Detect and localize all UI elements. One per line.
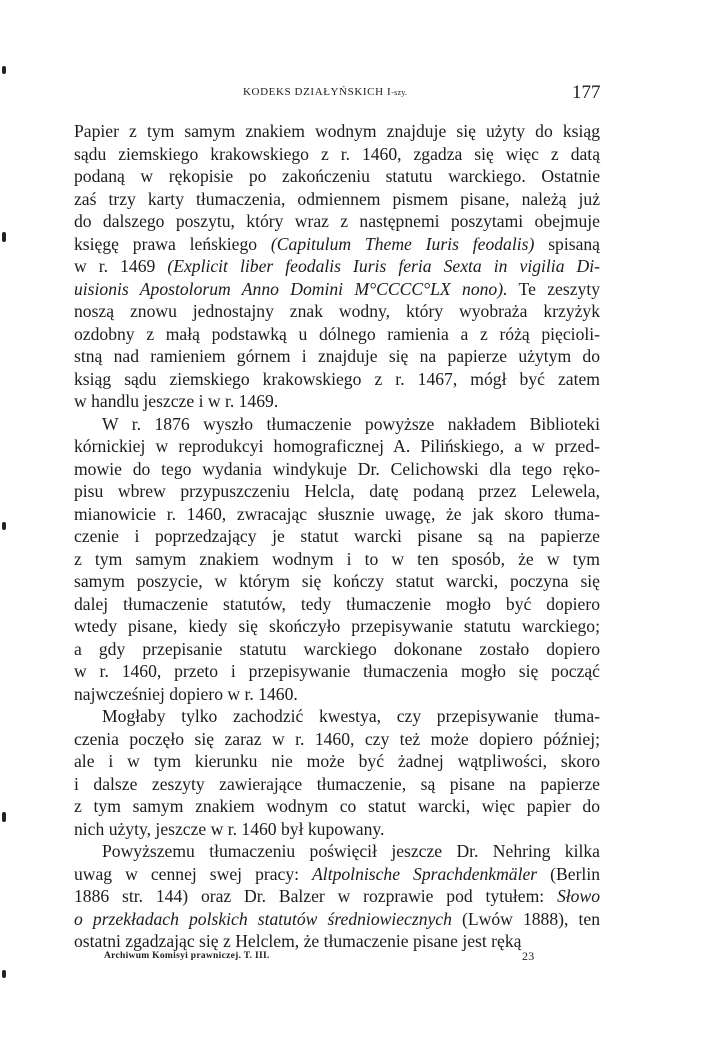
- text-segment: 1886 str. 144) oraz Dr. Balzer w rozprawie pod tytułem:: [74, 886, 557, 906]
- text-line: [74, 278, 600, 301]
- text-line: [74, 210, 600, 233]
- scan-mark: [2, 522, 6, 530]
- paragraph: [74, 705, 600, 840]
- text-segment: nich użyty, jeszcze w r. 1460 był kupowany.: [74, 818, 385, 839]
- text-segment: z tym samym znakiem wodnym co statut warcki, więc papier do: [74, 796, 600, 816]
- italic-text: Altpolnische Sprachdenkmäler: [312, 863, 538, 884]
- text-line: [74, 548, 600, 571]
- text-segment: księgę prawa leńskiego: [74, 233, 271, 254]
- text-line: [74, 660, 600, 683]
- text-line: [74, 750, 600, 773]
- text-segment: kórnickiej w reprodukcyi homograficznej A. Pilińskiego, a w przed-: [74, 436, 600, 456]
- text-segment: stną nad ramieniem górnem i znajduje się na papierze użytym do: [74, 346, 600, 366]
- text-segment: najwcześniej dopiero w r. 1460.: [74, 683, 298, 704]
- text-line: [74, 413, 600, 436]
- body-text: [74, 120, 600, 953]
- text-segment: czenie i poprzedzający je statut warcki pisane są na papierze: [74, 526, 600, 546]
- text-line: [74, 615, 600, 638]
- text-line: [74, 345, 600, 368]
- text-segment: w r. 1469: [74, 256, 168, 276]
- text-line: [74, 323, 600, 346]
- text-segment: mowie do tego wydania windykuje Dr. Celichowski dla tego ręko-: [74, 458, 600, 479]
- text-segment: mianowicie r. 1460, zwracając słusznie uwagę, że jak skoro tłuma-: [74, 503, 600, 524]
- text-segment: Papier z tym samym znakiem wodnym znajduje się użyty do ksiąg: [74, 121, 600, 141]
- italic-text: Słowo: [556, 886, 600, 906]
- text-line: [74, 683, 600, 706]
- text-segment: noszą znowu jednostajny znak wodny, który wyobraża krzyżyk: [74, 301, 600, 321]
- text-line: [74, 165, 600, 188]
- text-segment: sądu ziemskiego krakowskiego z r. 1460, zgadza się więc z datą: [74, 143, 600, 164]
- text-line: [74, 143, 600, 166]
- text-line: [74, 480, 600, 503]
- text-segment: W r. 1876 wyszło tłumaczenie powyższe nakładem Biblioteki: [102, 413, 600, 434]
- text-line: [74, 705, 600, 728]
- scan-mark: [2, 66, 6, 74]
- page-footer: [104, 951, 544, 967]
- text-segment: Powyższemu tłumaczeniu poświęcił jeszcze Dr. Nehring kilka: [102, 841, 600, 861]
- text-segment: a gdy przepisanie statutu warckiego dokonane zostało dopiero: [74, 638, 600, 659]
- text-line: [74, 840, 600, 863]
- text-segment: Te zeszyty: [507, 278, 601, 299]
- text-line: [74, 638, 600, 661]
- text-segment: pisu wbrew przypuszczeniu Helcla, datę podaną przez Lelewela,: [74, 481, 600, 501]
- text-line: [74, 233, 600, 256]
- footer-signature: Archiwum Komisyi prawniczej. T. III.: [104, 951, 270, 961]
- italic-text: uisionis Apostolorum Anno Domini M°CCCC°LX nono).: [74, 278, 508, 299]
- running-head: [243, 86, 407, 98]
- text-line: [74, 120, 600, 143]
- sheet-number: 23: [522, 949, 535, 963]
- text-segment: dalej tłumaczenie statutów, tedy tłumaczenie mogło być dopiero: [74, 593, 600, 614]
- text-segment: do dalszego poszytu, który wraz z następnemi poszytami obejmuje: [74, 211, 600, 231]
- scan-mark: [2, 812, 6, 822]
- running-head-suffix: -szy.: [391, 88, 408, 97]
- text-segment: podaną w rękopisie po zakończeniu statutu warckiego. Ostatnie: [74, 166, 600, 186]
- paragraph: [74, 840, 600, 953]
- text-segment: uwag w cennej swej pracy:: [74, 863, 313, 884]
- text-segment: wtedy pisane, kiedy się skończyło przepisywanie statutu warckiego;: [74, 616, 600, 636]
- text-segment: w handlu jeszcze i w r. 1469.: [74, 391, 279, 411]
- text-line: [74, 593, 600, 616]
- paragraph: [74, 413, 600, 706]
- text-segment: ozdobny z małą podstawką u dólnego ramienia a z różą pięcioli-: [74, 323, 600, 344]
- text-segment: Mogłaby tylko zachodzić kwestya, czy przepisywanie tłuma-: [102, 706, 600, 726]
- text-line: [74, 458, 600, 481]
- text-line: [74, 525, 600, 548]
- paragraph: [74, 120, 600, 413]
- text-segment: (Berlin: [537, 863, 600, 884]
- scan-mark: [2, 970, 6, 978]
- text-line: [74, 188, 600, 211]
- text-line: [74, 728, 600, 751]
- text-segment: ostatni zgadzając się z Helclem, że tłumaczenie pisane jest ręką: [74, 931, 522, 951]
- text-segment: i dalsze zeszyty zawierające tłumaczenie, są pisane na papierze: [74, 773, 600, 794]
- italic-text: o przekładach polskich statutów średniowiecznych: [74, 908, 452, 929]
- running-head-title: KODEKS DZIAŁYŃSKICH I: [243, 86, 392, 98]
- text-line: [74, 300, 600, 323]
- page-number: 177: [572, 82, 601, 103]
- text-line: [74, 908, 600, 931]
- text-segment: ale i w tym kierunku nie może być żadnej wątpliwości, skoro: [74, 751, 600, 771]
- text-line: [74, 435, 600, 458]
- text-segment: z tym samym znakiem wodnym i to w ten sposób, że w tym: [74, 548, 600, 569]
- text-segment: (Lwów 1888), ten: [451, 908, 600, 929]
- text-segment: ksiąg sądu ziemskiego krakowskiego z r. 1467, mógł być zatem: [74, 368, 600, 389]
- text-line: [74, 503, 600, 526]
- text-line: [74, 795, 600, 818]
- text-line: [74, 863, 600, 886]
- page-header: [0, 80, 720, 110]
- text-line: [74, 885, 600, 908]
- text-line: [74, 255, 600, 278]
- text-line: [74, 818, 600, 841]
- text-line: [74, 390, 600, 413]
- italic-text: (Capitulum Theme Iuris feodalis): [270, 233, 535, 254]
- text-segment: w r. 1460, przeto i przepisywanie tłumaczenia mogło się począć: [74, 661, 600, 681]
- scan-mark: [2, 232, 6, 242]
- text-line: [74, 773, 600, 796]
- text-segment: czenia poczęło się zaraz w r. 1460, czy też może dopiero później;: [74, 728, 600, 749]
- text-segment: samym poszycie, w którym się kończy statut warcki, poczyna się: [74, 571, 600, 591]
- text-line: [74, 368, 600, 391]
- text-segment: spisaną: [534, 233, 600, 254]
- text-line: [74, 570, 600, 593]
- italic-text: (Explicit liber feodalis Iuris feria Sexta in vigilia Di-: [167, 256, 601, 276]
- text-segment: zaś trzy karty tłumaczenia, odmiennem pismem pisane, należą już: [74, 188, 600, 209]
